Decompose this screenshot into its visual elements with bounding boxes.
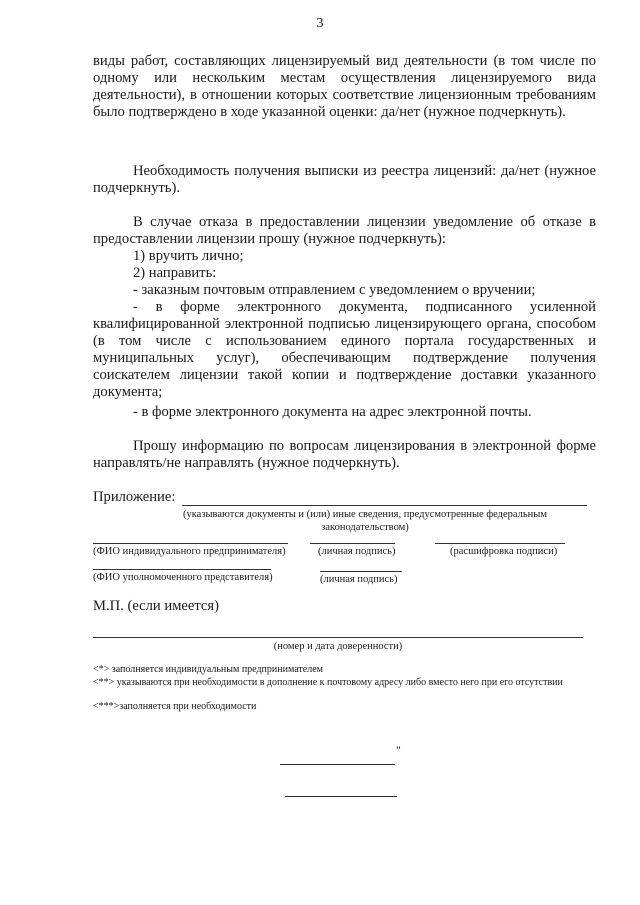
page-number: 3	[316, 16, 324, 31]
entrepreneur-line	[93, 543, 288, 544]
signature-caption-1: (личная подпись)	[318, 546, 396, 557]
footnote-1: <*> заполняется индивидуальным предпринимателем	[93, 664, 323, 675]
option-electronic-document: - в форме электронного документа, подписанного усиленной квалифицированной электронной подписью лицензирующего органа, способом (в том числе с использованием единого портала государственных и муниципальных услуг), обеспечивающим подтверждение получения соискателем лицензии такой копии и подтверждение доставки указанного документа;	[93, 299, 596, 400]
paragraph-extract: Необходимость получения выписки из реестра лицензий: да/нет (нужное подчеркнуть).	[93, 163, 596, 196]
proxy-line	[93, 637, 583, 638]
paragraph-refusal: В случае отказа в предоставлении лицензии уведомление об отказе в предоставлении лицензии прошу (нужное подчеркнуть):	[93, 214, 596, 247]
attachment-label: Приложение:	[93, 489, 176, 505]
footnote-2: <**> указываются при необходимости в дополнение к почтовому адресу либо вместо него при его отсутствии	[93, 677, 563, 688]
entrepreneur-caption: (ФИО индивидуального предпринимателя)	[93, 546, 286, 557]
option-hand-over: 1) вручить лично;	[133, 248, 244, 264]
bottom-line-1	[280, 764, 395, 765]
paragraph-info: Прошу информацию по вопросам лицензирования в электронной форме направлять/не направлять (нужное подчеркнуть).	[93, 438, 596, 471]
representative-line	[93, 569, 271, 570]
footnote-3: <***>заполняется при необходимости	[93, 701, 257, 712]
signature-line-2	[320, 571, 402, 572]
option-registered-mail: - заказным почтовым отправлением с уведомлением о вручении;	[133, 282, 536, 298]
signature-caption-2: (личная подпись)	[320, 574, 398, 585]
quote-mark: "	[396, 743, 401, 757]
proxy-caption: (номер и дата доверенности)	[273, 641, 403, 652]
bottom-line-2	[285, 796, 397, 797]
decoding-line	[435, 543, 565, 544]
signature-line-1	[310, 543, 395, 544]
attachment-caption: (указываются документы и (или) иные сведения, предусмотренные федеральным законодательством)	[182, 509, 548, 533]
option-email: - в форме электронного документа на адрес электронной почты.	[133, 404, 532, 420]
paragraph-works: виды работ, составляющих лицензируемый вид деятельности (в том числе по одному или нескольким местам осуществления лицензируемого вида деятельности), в отношении которых соответствие лицензионным требованиям было подтверждено в ходе указанной оценки: да/нет (нужное подчеркнуть).	[93, 53, 596, 120]
attachment-line	[182, 505, 587, 506]
representative-caption: (ФИО уполномоченного представителя)	[93, 572, 273, 583]
decoding-caption: (расшифровка подписи)	[450, 546, 558, 557]
option-send: 2) направить:	[133, 265, 217, 281]
seal-label: М.П. (если имеется)	[93, 598, 219, 614]
